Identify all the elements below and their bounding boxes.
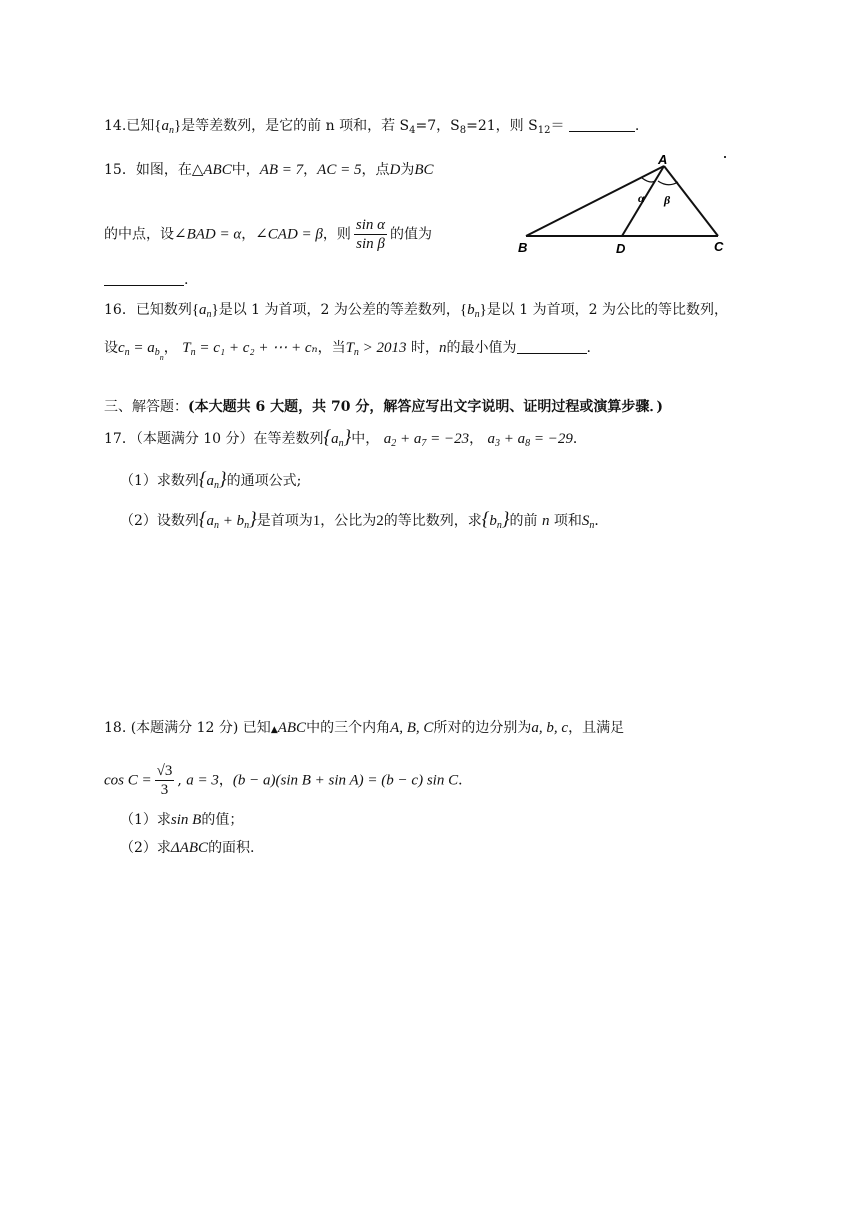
q17-text: 的等比数列，求 xyxy=(383,513,482,529)
tn-symbol: T xyxy=(182,340,191,356)
q15-text: ，则 xyxy=(322,226,351,243)
sin-ratio-fraction xyxy=(354,216,387,253)
q15-text: 的中点，设 xyxy=(104,226,174,243)
q17-two: 2 xyxy=(376,513,384,529)
question-15-line1: 15．如图，在△ABC中，AB = 7，AC = 5，点D为BC xyxy=(104,162,434,178)
tn-cond-value: > 2013 xyxy=(362,340,407,356)
triangle-name: ABC xyxy=(203,162,232,178)
q14-sub: 12 xyxy=(537,125,551,136)
q16-text: . xyxy=(586,340,591,356)
q18-text: 的值； xyxy=(201,812,244,828)
q18-sinb: sin B xyxy=(170,812,202,828)
stray-dot xyxy=(724,156,726,158)
q17-text: 是首项为 xyxy=(256,513,313,529)
triangle-figure xyxy=(512,150,732,258)
q18-text: ． xyxy=(458,772,473,789)
q17-text: （1）求数列 xyxy=(120,473,199,489)
triangle-symbol: △ xyxy=(191,162,204,178)
q17-text: ． xyxy=(594,513,609,529)
q17-eq2-value: = −29 xyxy=(533,431,573,447)
q15-answer-blank[interactable] xyxy=(104,271,184,286)
question-17-stem: 17．（本题满分 10 分）在等差数列$\{a_n\}$中， $a_2 + a_7 = -23$， $a_3 + a_8 = -29$． xyxy=(104,427,587,449)
q17-n: n xyxy=(541,513,550,529)
q18-a-eq: a = 3 xyxy=(186,772,219,789)
q16-text: 时， xyxy=(411,340,439,356)
q18-sides: a, b, c xyxy=(531,720,569,736)
question-15-answer xyxy=(104,270,188,290)
q17-text: 项和 xyxy=(553,513,582,529)
q14-text: . xyxy=(634,118,640,134)
q16-text: 是以 1 为首项，2 为公差的等差数列， xyxy=(218,302,460,318)
q18-triangle: ABC xyxy=(277,720,307,736)
q14-sub: 8 xyxy=(459,125,467,136)
question-17-part1 xyxy=(120,470,301,496)
section-prefix: 三、解答题： xyxy=(104,399,188,415)
q14-text: 是等差数列，是它的前 n 项和，若 S xyxy=(181,118,410,134)
q15-text: 中， xyxy=(231,162,260,178)
question-15-line2: 的中点，设∠BAD = α，∠CAD = β，则 $\frac{\text{sin α}}{\text{sin β}}$ 的值为 xyxy=(104,217,433,252)
q15-text: 15．如图，在 xyxy=(104,162,192,178)
q17-text: 17．（本题满分 10 分）在等差数列 xyxy=(104,431,324,447)
q14-text: 已知 xyxy=(126,118,155,134)
q15-ac: AC = 5 xyxy=(317,162,362,178)
q14-seq: $\{a_n\}$ xyxy=(154,118,182,136)
q14-text: =21，则 S xyxy=(466,118,538,134)
label-alpha: α xyxy=(638,191,645,205)
q17-seq-ab: $\{a_n + b_n\}$ xyxy=(198,509,257,531)
q18-text: 18. (本题满分 12 分) 已知 xyxy=(104,720,271,736)
label-a: A xyxy=(658,152,668,167)
q17-text: 的前 xyxy=(509,513,538,529)
q15-alpha-def: ∠BAD = α xyxy=(174,226,242,243)
q15-beta-def: ∠CAD = β xyxy=(255,226,323,243)
q14-answer-blank[interactable] xyxy=(569,117,635,132)
q17-seq-a: $\{a_n\}$ xyxy=(198,469,227,491)
tn-rhs: = c₁ + c₂ + ⋯ + cₙ xyxy=(199,340,318,356)
q15-ab: AB = 7 xyxy=(259,162,304,178)
q18-text: 所对的边分别为 xyxy=(433,720,532,736)
q15-text: 为 xyxy=(400,162,415,178)
question-18-part1 xyxy=(120,810,243,830)
label-b: B xyxy=(518,240,528,255)
q18-main-equation: (b − a)(sin B + sin A) = (b − c) sin C xyxy=(232,772,459,789)
section-3-heading xyxy=(104,397,663,417)
label-d: D xyxy=(616,241,626,256)
question-16-line2: 设$c_n = a_{b_n}$， $T_n = c_1 + c_2$ + ⋯ + cₙ，当$T_n > 2013$ 时，n的最小值为 . xyxy=(104,340,591,362)
question-18-stem xyxy=(104,718,624,740)
q15-d: D xyxy=(389,162,401,178)
q17-eq1-value: = −23 xyxy=(430,431,470,447)
q16-text: 的最小值为 xyxy=(446,340,517,356)
q17-text: ． xyxy=(572,431,587,447)
question-18-conditions: cos C = $\frac{√3}{3}$ , a = 3，(b − a)(sin B + sin A) = (b − c) sin C． xyxy=(104,763,473,798)
q16-text: 是以 1 为首项，2 为公比的等比数列， xyxy=(486,302,728,318)
q17-seq: $\{a_n\}$ xyxy=(323,427,352,449)
q17-one: 1 xyxy=(312,513,321,529)
q18-text: ，且满足 xyxy=(568,720,625,736)
label-c: C xyxy=(714,239,724,254)
q14-text: ＝ xyxy=(550,118,565,134)
seq-a: $\{a_n\}$ xyxy=(191,302,219,320)
small-triangle: ▲ xyxy=(270,725,278,735)
q18-text: （2）求 xyxy=(120,840,171,856)
frac-numerator: √3 xyxy=(156,763,173,779)
question-16-line1 xyxy=(104,300,728,325)
q16-text: 设 xyxy=(104,340,118,356)
q18-angles: A, B, C xyxy=(390,720,434,736)
q16-n: n xyxy=(439,340,447,356)
cn-def: $c_n = a_{b_n}$ xyxy=(118,340,164,362)
tn-cond: $T_n > 2013$ xyxy=(345,340,407,358)
q18-text: 中的三个内角 xyxy=(306,720,391,736)
q16-text: 16．已知数列 xyxy=(104,302,192,318)
frac-denominator: 3 xyxy=(160,782,169,798)
q17-text: ，公比为 xyxy=(320,513,377,529)
q18-text: （1）求 xyxy=(120,812,171,828)
q17-text: （2）设数列 xyxy=(120,513,199,529)
q17-seq-b: $\{b_n\}$ xyxy=(481,509,510,531)
q15-text: ，点 xyxy=(361,162,390,178)
q15-text: 的值为 xyxy=(390,226,433,243)
side-ac xyxy=(664,166,718,236)
tn-def: $T_n = c_1 + c_2$ + ⋯ + cₙ xyxy=(182,340,318,358)
sqrt3-over-3 xyxy=(155,762,175,799)
q17-eq1: $a_2 + a_7 = -23$ xyxy=(383,431,470,449)
q16-text: ，当 xyxy=(317,340,346,356)
question-14 xyxy=(104,116,639,141)
q14-sub: 4 xyxy=(409,125,416,136)
question-18-part2 xyxy=(120,838,255,858)
q18-triangle-abc: ΔABC xyxy=(170,840,209,856)
q15-bc: BC xyxy=(414,162,434,178)
q14-number: 14. xyxy=(104,118,127,134)
section-instructions: (本大题共 6 大题，共 70 分，解答应写出文字说明、证明过程或演算步骤．) xyxy=(188,399,663,415)
label-beta: β xyxy=(664,193,671,207)
q14-text: =7，S xyxy=(415,118,460,134)
q17-eq2: $a_3 + a_8 = -29$ xyxy=(487,431,573,449)
q15-text: . xyxy=(184,272,189,288)
seq-b: $\{b_n\}$ xyxy=(459,302,487,320)
angle-alpha-arc xyxy=(642,178,655,182)
q17-text: 中， xyxy=(351,431,380,447)
frac-numerator: sin α xyxy=(355,217,386,233)
frac-denominator: sin β xyxy=(356,236,385,252)
q17-sn: $S_n$ xyxy=(581,513,595,531)
q18-cos-lhs: cos C = xyxy=(104,772,152,789)
q18-text: 的面积. xyxy=(208,840,255,856)
q16-answer-blank[interactable] xyxy=(517,339,587,354)
question-17-part2 xyxy=(120,510,608,536)
q17-text: 的通项公式; xyxy=(226,473,302,489)
